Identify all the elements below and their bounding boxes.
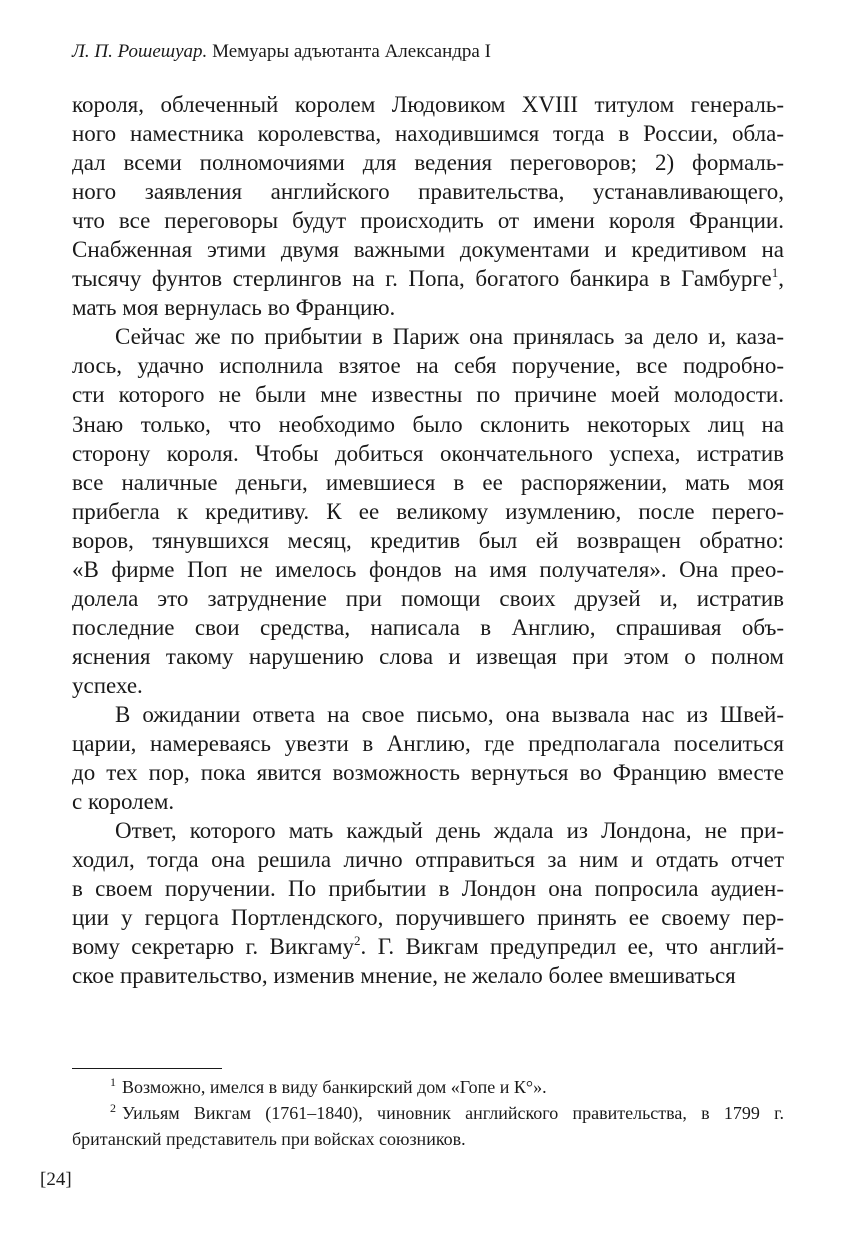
line-text: мать моя вернулась во Францию. [72,295,396,321]
line-text: что все переговоры будут происходить от имени короля Франции. [72,208,784,234]
text-line [72,235,784,264]
line-text: все наличные деньги, имевшиеся в ее распоряжении, мать моя [72,469,784,495]
line-text: ции у герцога Портлендского, поручившего принять ее своему пер- [72,905,784,931]
running-head-title: Мемуары адъютанта Александра I [207,41,491,62]
text-line [72,293,784,322]
line-text: дал всеми полномочиями для ведения переговоров; 2) формаль- [72,150,784,176]
line-text: с королем. [72,789,175,815]
footnote-reference: 1 [771,265,779,281]
text-line [72,526,784,555]
text-line [72,555,784,584]
text-line [72,671,784,700]
footnote-line [72,1126,784,1152]
footnote-text: Возможно, имелся в виду банкирский дом «Гопе и К°». [122,1077,547,1097]
text-line [72,787,784,816]
text-line [72,613,784,642]
line-text: В ожидании ответа на свое письмо, она вызвала нас из Швей- [115,701,784,727]
text-line [72,700,784,729]
footnote-line [72,1074,784,1100]
text-line [72,264,784,293]
text-line [72,468,784,497]
line-text: ного заявления английского правительства, устанавливающего, [72,179,784,205]
footnotes [72,1074,784,1152]
footnote-rule [72,1068,222,1069]
footnote-text: британский представитель при войсках союзников. [72,1129,466,1149]
footnote-reference: 2 [354,933,361,949]
line-text: царии, намереваясь увезти в Англию, где предполагала поселиться [72,731,784,757]
line-text: Сейчас же по прибытии в Париж она принялась за дело и, каза- [115,324,784,350]
body-text [72,90,784,990]
line-text: яснения такому нарушению слова и извещая при этом о полном [72,643,784,669]
text-line [72,932,784,961]
running-head-author: Л. П. Рошешуар. [72,41,208,62]
running-head [72,40,491,64]
footnote-text: Уильям Викгам (1761–1840), чиновник английского правительства, в 1799 г. [122,1103,784,1123]
text-line [72,351,784,380]
footnote-number: 2 [110,1101,116,1115]
text-line [72,961,784,990]
text-line [72,758,784,787]
line-text: успехе. [72,672,143,698]
line-text-tail: . Г. Викгам предупредил ее, что англий- [360,934,784,960]
line-text: «В фирме Поп не имелось фондов на имя получателя». Она прео- [72,556,784,582]
line-text: ходил, тогда она решила лично отправиться за ним и отдать отчет [72,847,784,873]
line-text: сторону короля. Чтобы добиться окончательного успеха, истратив [72,440,784,466]
line-text: последние свои средства, написала в Англию, спрашивая объ- [72,614,784,640]
line-text: долела это затруднение при помощи своих друзей и, истратив [72,585,784,611]
text-line [72,729,784,758]
text-line [72,177,784,206]
line-text-tail: , [778,266,784,292]
line-text: прибегла к кредитиву. К ее великому изумлению, после перего- [72,498,784,524]
line-text: воров, тянувшихся месяц, кредитив был ей возвращен обратно: [72,527,784,553]
text-line [72,845,784,874]
line-text: сти которого не были мне известны по причине моей молодости. [72,382,784,408]
line-text: Знаю только, что необходимо было склонить некоторых лиц на [72,411,784,437]
line-text: лось, удачно исполнила взятое на себя поручение, все подробно- [72,353,784,379]
footnote-number: 1 [110,1075,116,1089]
text-line [72,903,784,932]
line-text: Ответ, которого мать каждый день ждала из Лондона, не при- [115,818,784,844]
text-line [72,874,784,903]
line-text: тысячу фунтов стерлингов на г. Попа, богатого банкира в Гамбурге [72,266,772,292]
text-line [72,90,784,119]
text-line [72,322,784,351]
line-text: в своем поручении. По прибытии в Лондон она попросила аудиен- [72,876,784,902]
text-line [72,584,784,613]
text-line [72,816,784,845]
text-line [72,119,784,148]
line-text: вому секретарю г. Викгаму [72,934,355,960]
text-line [72,380,784,409]
line-text: Снабженная этими двумя важными документами и кредитивом на [72,237,784,263]
line-text: ного наместника королевства, находившимся тогда в России, обла- [72,121,784,147]
page-number: [24] [40,1169,72,1190]
line-text: ское правительство, изменив мнение, не желало более вмешиваться [72,963,736,989]
text-line [72,206,784,235]
text-line [72,410,784,439]
line-text: до тех пор, пока явится возможность вернуться во Францию вместе [72,760,784,786]
text-line [72,148,784,177]
line-text: короля, облеченный королем Людовиком XVIII титулом генераль- [72,92,784,117]
text-line [72,642,784,671]
footnote-line [72,1100,784,1126]
text-line [72,497,784,526]
text-line [72,439,784,468]
